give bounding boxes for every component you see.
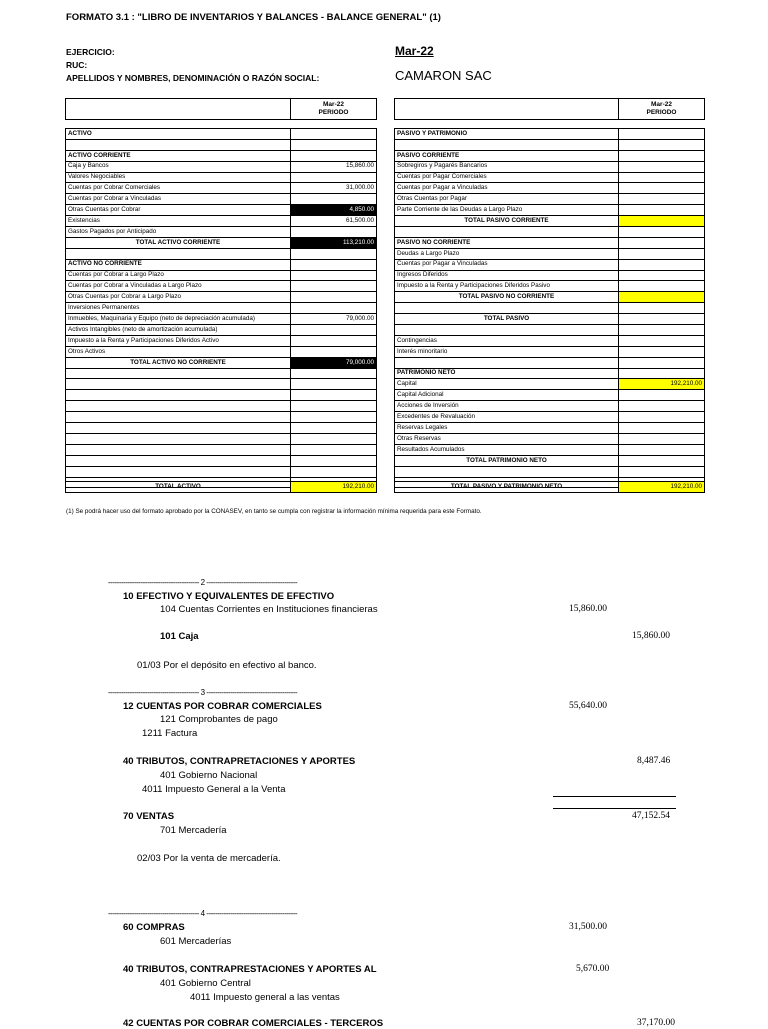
- entry-4-haber: 37,170.00: [637, 1018, 675, 1028]
- pasivo-row-value: [619, 412, 705, 423]
- pasivo-row-value: [619, 172, 705, 183]
- activo-row: [66, 150, 377, 161]
- activo-row: [66, 270, 377, 281]
- pasivo-row-value: [619, 161, 705, 172]
- activo-row-value: [291, 346, 377, 357]
- left-header-period: [291, 99, 377, 120]
- pasivo-row-value: 192,210.00: [619, 379, 705, 390]
- pasivo-row-value: [619, 205, 705, 216]
- entry-3-subaccount-401: 401 Gobierno Nacional: [160, 770, 258, 781]
- pasivo-row-value: [619, 150, 705, 161]
- pasivo-row-value: [619, 194, 705, 205]
- entry-4-subaccount-601: 601 Mercaderías: [160, 936, 232, 947]
- pasivo-row: [395, 346, 705, 357]
- activo-row-label: [66, 390, 291, 401]
- activo-row-value: [291, 303, 377, 314]
- pasivo-row-label: Resultados Acumulados: [395, 444, 619, 455]
- footnote: (1) Se podrá hacer uso del formato aprobado por la CONASEV, en tanto se cumpla con registrar la información mínima requerida para este Formato.: [66, 508, 482, 515]
- activo-row-value: [291, 444, 377, 455]
- pasivo-row-value: [619, 139, 705, 150]
- activo-row-value: [291, 259, 377, 270]
- pasivo-row-label: Cuentas por Pagar a Vinculadas: [395, 183, 619, 194]
- pasivo-row: [395, 161, 705, 172]
- entry-3-glosa: 02/03 Por la venta de mercadería.: [137, 853, 281, 864]
- total-activo-row: [65, 481, 377, 493]
- total-activo-value: 192,210.00: [291, 482, 377, 493]
- pasivo-row-value: [619, 455, 705, 466]
- pasivo-row-label: Capital: [395, 379, 619, 390]
- entry-2-debe: 15,860.00: [569, 604, 607, 614]
- pasivo-row-value: [619, 423, 705, 434]
- pasivo-row: [395, 292, 705, 303]
- activo-row-value: 61,500.00: [291, 216, 377, 227]
- activo-row-label: Otras Cuentas por Cobrar: [66, 205, 291, 216]
- pasivo-row-label: TOTAL PASIVO: [395, 314, 619, 325]
- entry-2-account: 10 EFECTIVO Y EQUIVALENTES DE EFECTIVO: [123, 591, 335, 602]
- pasivo-row-label: Acciones de Inversión: [395, 401, 619, 412]
- activo-row-label: TOTAL ACTIVO CORRIENTE: [66, 237, 291, 248]
- activo-row-label: Inmuebles, Maquinaria y Equipo (neto de depreciación acumulada): [66, 314, 291, 325]
- activo-row: [66, 390, 377, 401]
- pasivo-row: [395, 433, 705, 444]
- pasivo-row-value: [619, 314, 705, 325]
- activo-row: [66, 401, 377, 412]
- activo-row-label: Impuesto a la Renta y Participaciones Diferidos Activo: [66, 335, 291, 346]
- pasivo-row-label: [395, 357, 619, 368]
- pasivo-row-value: [619, 227, 705, 238]
- pasivo-row-value: [619, 390, 705, 401]
- activo-row-value: [291, 379, 377, 390]
- activo-row-value: [291, 248, 377, 259]
- entry-4-subaccount-4011: 4011 Impuesto general a las ventas: [190, 992, 340, 1003]
- activo-row-label: [66, 401, 291, 412]
- activo-row: [66, 259, 377, 270]
- pasivo-row-label: [395, 227, 619, 238]
- pasivo-row-label: [395, 139, 619, 150]
- pasivo-row: [395, 281, 705, 292]
- right-header-periodo: PERIODO: [646, 109, 677, 116]
- activo-row: [66, 139, 377, 150]
- pasivo-row-label: TOTAL PATRIMONIO NETO: [395, 455, 619, 466]
- pasivo-row-label: [395, 303, 619, 314]
- entry-4-debe-compras: 31,500.00: [569, 922, 607, 932]
- activo-row-value: [291, 227, 377, 238]
- pasivo-row-label: PATRIMONIO NETO: [395, 368, 619, 379]
- activo-row: [66, 216, 377, 227]
- activo-row: [66, 227, 377, 238]
- pasivo-row-value: [619, 237, 705, 248]
- pasivo-row: [395, 412, 705, 423]
- activo-row-value: 79,000.00: [291, 314, 377, 325]
- pasivo-row-label: Deudas a Largo Plazo: [395, 248, 619, 259]
- pasivo-row: [395, 357, 705, 368]
- pasivo-row: [395, 455, 705, 466]
- pasivo-row: [395, 303, 705, 314]
- pasivo-row-value: [619, 281, 705, 292]
- pasivo-row-label: TOTAL PASIVO CORRIENTE: [395, 216, 619, 227]
- entry-3-separator: ------------------------------------------ 3 ------------------------------------------: [108, 688, 298, 697]
- entry-4-separator: ------------------------------------------ 4 ------------------------------------------: [108, 909, 298, 918]
- pasivo-row: [395, 325, 705, 336]
- pasivo-row: [395, 401, 705, 412]
- pasivo-row: [395, 270, 705, 281]
- activo-row: [66, 292, 377, 303]
- pasivo-row-label: PASIVO CORRIENTE: [395, 150, 619, 161]
- activo-row-value: [291, 325, 377, 336]
- activo-row-value: [291, 150, 377, 161]
- activo-row-label: Cuentas por Cobrar a Vinculadas: [66, 194, 291, 205]
- pasivo-row: [395, 444, 705, 455]
- activo-row-value: [291, 433, 377, 444]
- period-value: Mar-22: [395, 44, 434, 58]
- pasivo-row: [395, 259, 705, 270]
- pasivo-row-value: [619, 444, 705, 455]
- pasivo-row-label: Impuesto a la Renta y Participaciones Diferidos Pasivo: [395, 281, 619, 292]
- pasivo-row-value: [619, 433, 705, 444]
- left-header-periodo: PERIODO: [318, 109, 349, 116]
- pasivo-row-value: [619, 259, 705, 270]
- page-title: FORMATO 3.1 : "LIBRO DE INVENTARIOS Y BALANCES - BALANCE GENERAL" (1): [66, 12, 441, 23]
- activo-row: [66, 172, 377, 183]
- entry-3-haber-ventas: 47,152.54: [632, 811, 670, 821]
- activo-row: [66, 444, 377, 455]
- pasivo-row-label: Cuentas por Pagar Comerciales: [395, 172, 619, 183]
- activo-row-label: ACTIVO NO CORRIENTE: [66, 259, 291, 270]
- pasivo-row: [395, 139, 705, 150]
- activo-row: [66, 194, 377, 205]
- right-header-month: Mar-22: [651, 100, 672, 108]
- pasivo-row-value: [619, 401, 705, 412]
- entry-3-account-12: 12 CUENTAS POR COBRAR COMERCIALES: [123, 701, 322, 712]
- pasivo-row: [395, 129, 705, 140]
- activo-row: [66, 379, 377, 390]
- activo-row-label: TOTAL ACTIVO NO CORRIENTE: [66, 357, 291, 368]
- pasivo-row-value: [619, 335, 705, 346]
- pasivo-row-value: 0.00: [619, 216, 705, 227]
- activo-row: [66, 129, 377, 140]
- pasivo-row-label: Capital Adicional: [395, 390, 619, 401]
- pasivo-row-label: Otras Cuentas por Pagar: [395, 194, 619, 205]
- right-column-header: [394, 98, 705, 120]
- pasivo-row: [395, 248, 705, 259]
- activo-row-label: ACTIVO CORRIENTE: [66, 150, 291, 161]
- pasivo-row-label: Excedentes de Revaluación: [395, 412, 619, 423]
- entry-3-account-70: 70 VENTAS: [123, 811, 175, 822]
- company-name: CAMARON SAC: [395, 68, 492, 83]
- activo-row-label: Cuentas por Cobrar a Largo Plazo: [66, 270, 291, 281]
- pasivo-row: [395, 237, 705, 248]
- pasivo-row-label: Interés minoritario: [395, 346, 619, 357]
- pasivo-row-label: Ingresos Diferidos: [395, 270, 619, 281]
- activo-row-value: 31,000.00: [291, 183, 377, 194]
- entry-3-debe: 55,640.00: [569, 701, 607, 711]
- pasivo-row-value: [619, 466, 705, 477]
- activo-row-value: [291, 139, 377, 150]
- activo-row-label: Existencias: [66, 216, 291, 227]
- activo-row-value: [291, 390, 377, 401]
- pasivo-row: [395, 183, 705, 194]
- total-activo-label: TOTAL ACTIVO: [66, 482, 291, 493]
- pasivo-row: [395, 172, 705, 183]
- entry-4-account-60: 60 COMPRAS: [123, 922, 185, 933]
- pasivo-row: [395, 335, 705, 346]
- activo-row-label: [66, 444, 291, 455]
- activo-row-label: [66, 433, 291, 444]
- pasivo-row-value: [619, 368, 705, 379]
- activo-row-value: 4,850.00: [291, 205, 377, 216]
- total-pasivo-patrimonio-value: 192,210.00: [619, 482, 705, 493]
- activo-row-label: Cuentas por Cobrar a Vinculadas a Largo Plazo: [66, 281, 291, 292]
- total-pasivo-patrimonio-label: TOTAL PASIVO Y PATRIMONIO NETO: [395, 482, 619, 493]
- activo-row-value: [291, 412, 377, 423]
- activo-row: [66, 423, 377, 434]
- pasivo-row-value: [619, 346, 705, 357]
- activo-row-label: Caja y Bancos: [66, 161, 291, 172]
- right-header-period: [619, 99, 705, 120]
- activo-row: [66, 335, 377, 346]
- activo-row-value: 15,860.00: [291, 161, 377, 172]
- pasivo-row: [395, 150, 705, 161]
- pasivo-row-label: Otras Reservas: [395, 433, 619, 444]
- activo-row-label: [66, 466, 291, 477]
- activo-row-label: Activos Intangibles (neto de amortización acumulada): [66, 325, 291, 336]
- entry-2-subaccount: 104 Cuentas Corrientes en Instituciones financieras: [160, 604, 378, 615]
- pasivo-row-label: PASIVO Y PATRIMONIO: [395, 129, 619, 140]
- entry-3-account-40: 40 TRIBUTOS, CONTRAPRETACIONES Y APORTES: [123, 756, 356, 767]
- pasivo-row: [395, 390, 705, 401]
- activo-row-label: [66, 248, 291, 259]
- activo-row: [66, 368, 377, 379]
- activo-row-value: [291, 466, 377, 477]
- activo-row-label: [66, 379, 291, 390]
- razon-social-label: APELLIDOS Y NOMBRES, DENOMINACIÓN O RAZÓN SOCIAL:: [66, 73, 320, 83]
- left-header-blank: [66, 99, 291, 120]
- entry-3-subaccount-701: 701 Mercadería: [160, 825, 227, 836]
- activo-row: [66, 357, 377, 368]
- activo-row: [66, 237, 377, 248]
- activo-row-label: Cuentas por Cobrar Comerciales: [66, 183, 291, 194]
- activo-row-label: [66, 368, 291, 379]
- pasivo-row-value: [619, 183, 705, 194]
- activo-row-value: 113,210.00: [291, 237, 377, 248]
- activo-row: [66, 466, 377, 477]
- entry-2-glosa: 01/03 Por el depósito en efectivo al banco.: [137, 660, 317, 671]
- left-header-month: Mar-22: [323, 100, 344, 108]
- activo-row: [66, 325, 377, 336]
- activo-row-label: [66, 423, 291, 434]
- pasivo-row-label: [395, 325, 619, 336]
- pasivo-row: [395, 314, 705, 325]
- ruc-label: RUC:: [66, 60, 88, 70]
- activo-row-value: [291, 172, 377, 183]
- pasivo-row-value: 0.00: [619, 292, 705, 303]
- pasivo-row: [395, 368, 705, 379]
- pasivo-row: [395, 194, 705, 205]
- pasivo-row-label: PASIVO NO CORRIENTE: [395, 237, 619, 248]
- entry-3-haber-igv: 8,487.46: [637, 756, 671, 766]
- entry-4-debe-igv: 5,670.00: [576, 964, 610, 974]
- activo-row: [66, 205, 377, 216]
- activo-row: [66, 433, 377, 444]
- activo-row-label: ACTIVO: [66, 129, 291, 140]
- pasivo-row-label: Parte Corriente de las Deudas a Largo Plazo: [395, 205, 619, 216]
- activo-row-value: [291, 129, 377, 140]
- entry-2-caja: 101 Caja: [160, 631, 199, 642]
- entry-3-rule-1: [553, 796, 676, 797]
- activo-row-value: [291, 455, 377, 466]
- entry-3-subaccount-4011: 4011 Impuesto General a la Venta: [142, 784, 286, 795]
- activo-row: [66, 248, 377, 259]
- pasivo-row: [395, 466, 705, 477]
- entry-4-account-42: 42 CUENTAS POR COBRAR COMERCIALES - TERCEROS: [123, 1018, 384, 1029]
- pasivo-row-label: Cuentas por Pagar a Vinculadas: [395, 259, 619, 270]
- pasivo-row-value: [619, 248, 705, 259]
- pasivo-row-value: [619, 270, 705, 281]
- pasivo-row-label: TOTAL PASIVO NO CORRIENTE: [395, 292, 619, 303]
- ejercicio-label: EJERCICIO:: [66, 47, 115, 57]
- activo-row-label: Otros Activos: [66, 346, 291, 357]
- entry-2-haber: 15,860.00: [632, 631, 670, 641]
- entry-3-subaccount-121: 121 Comprobantes de pago: [160, 714, 278, 725]
- pasivo-row-label: Reservas Legales: [395, 423, 619, 434]
- total-pasivo-patrimonio-row: [394, 481, 705, 493]
- activo-table: [65, 128, 377, 488]
- entry-3-subaccount-1211: 1211 Factura: [142, 728, 198, 739]
- pasivo-row-label: [395, 466, 619, 477]
- right-header-blank: [395, 99, 619, 120]
- pasivo-row: [395, 227, 705, 238]
- activo-row-label: Inversiones Permanentes: [66, 303, 291, 314]
- pasivo-row-value: [619, 325, 705, 336]
- activo-row-value: [291, 401, 377, 412]
- activo-row-value: 79,000.00: [291, 357, 377, 368]
- entry-3-rule-2: [553, 808, 676, 809]
- pasivo-row-value: [619, 303, 705, 314]
- activo-row-value: [291, 423, 377, 434]
- activo-row-value: [291, 194, 377, 205]
- activo-row-label: [66, 412, 291, 423]
- activo-row: [66, 455, 377, 466]
- activo-row: [66, 314, 377, 325]
- pasivo-row-value: [619, 129, 705, 140]
- pasivo-row-value: [619, 357, 705, 368]
- left-column-header: [65, 98, 377, 120]
- entry-4-account-40: 40 TRIBUTOS, CONTRAPRESTACIONES Y APORTES AL: [123, 964, 377, 975]
- activo-row-value: [291, 270, 377, 281]
- activo-row: [66, 412, 377, 423]
- pasivo-row: [395, 205, 705, 216]
- activo-row-value: [291, 335, 377, 346]
- activo-row-label: [66, 139, 291, 150]
- activo-row-label: Otras Cuentas por Cobrar a Largo Plazo: [66, 292, 291, 303]
- activo-row: [66, 183, 377, 194]
- pasivo-row-label: Sobregiros y Pagarés Bancarios: [395, 161, 619, 172]
- activo-row: [66, 346, 377, 357]
- activo-row-label: [66, 455, 291, 466]
- entry-2-separator: ------------------------------------------ 2 ------------------------------------------: [108, 578, 298, 587]
- activo-row-value: [291, 368, 377, 379]
- activo-row-label: Valores Negociables: [66, 172, 291, 183]
- pasivo-row-label: Contingencias: [395, 335, 619, 346]
- pasivo-row: [395, 423, 705, 434]
- pasivo-row: [395, 379, 705, 390]
- activo-row-value: [291, 281, 377, 292]
- pasivo-row: [395, 216, 705, 227]
- activo-row: [66, 281, 377, 292]
- activo-row: [66, 303, 377, 314]
- activo-row-value: [291, 292, 377, 303]
- activo-row: [66, 161, 377, 172]
- pasivo-patrimonio-table: [394, 128, 705, 488]
- activo-row-label: Gastos Pagados por Anticipado: [66, 227, 291, 238]
- entry-4-subaccount-401: 401 Gobierno Central: [160, 978, 251, 989]
